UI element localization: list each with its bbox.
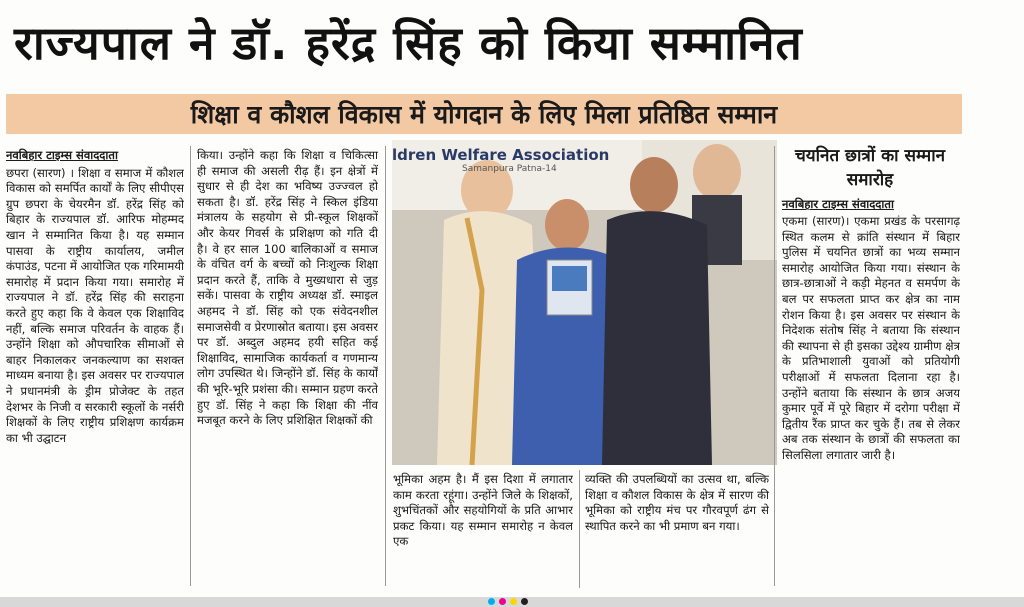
subheadline: शिक्षा व कौशल विकास में योगदान के लिए मिला प्रतिष्ठित सम्मान [190,100,778,129]
banner-subtext: Samanpura Patna-14 [462,164,557,174]
side-story-text: एकमा (सारण)। एकमा प्रखंड के परसागढ़ स्थित कलम से क्रांति संस्थान में बिहार पुलिस में चयनित छात्रों का भव्य सम्मान समारोह आयोजित किया गया। संस्थान के छात्र-छात्राओं ने कड़ी मेहनत व समर्पण के बल पर सफलता प्राप्त कर क्षेत्र का नाम रोशन किया है। इस अवसर पर संस्थान के निदेशक संतोष सिंह ने बताया कि संस्थान की स्थापना से ही इसका उद्देश्य ग्रामीण क्षेत्र के प्रतिभाशाली युवाओं को प्रतियोगी परीक्षाओं में सफलता दिलाना रहा है। उन्होंने बताया कि संस्थान के छात्र अजय कुमार पूर्वे में पूरे बिहार में दरोगा परीक्षा में द्वितीय रैंक प्राप्त कर चुके हैं। तब से लेकर अब तक संस्थान के छात्रों की सफलता का सिलसिला लगातार जारी है। [782,214,960,462]
cyan-dot [488,598,495,605]
headline: राज्यपाल ने डॉ. हरेंद्र सिंह को किया सम्मानित [14,16,803,70]
magenta-dot [499,598,506,605]
award-photo [392,140,777,465]
main-story-text-1: छपरा (सारण) । शिक्षा व समाज में कौशल विकास को समर्पित कार्यों के लिए सीपीएस ग्रुप छपरा के चेयरमैन डॉ. हरेंद्र सिंह को बिहार के राज्यपाल डॉ. आरिफ मोहम्मद खान ने सम्मानित किया है। यह सम्मान पासवा के राष्ट्रीय कार्यालय, जमील कंपाउंड, पटना में आयोजित एक गरिमामयी समारोह में प्रदान किया गया। समारोह में राज्यपाल ने डॉ. हरेंद्र सिंह की सराहना करते हुए कहा कि वे केवल एक शिक्षाविद नहीं, बल्कि समाज परिवर्तन के वाहक हैं। उन्होंने शिक्षा को औपचारिक सीमाओं से बाहर निकालकर जनकल्याण का सशक्त माध्यम बनाया है। इस अवसर पर राज्यपाल ने प्रधानमंत्री के ड्रीम प्रोजेक्ट के तहत देशभर के निजी व सरकारी स्कूलों के नर्सरी शिक्षकों के लिए राष्ट्रीय प्रशिक्षण कार्यक्रम का भी उद्घाटन [6,165,184,445]
registration-marks [488,598,528,605]
side-story-column [782,214,960,586]
column-divider [774,146,775,586]
award-photo-illustration [392,140,777,465]
side-story-headline: चयनित छात्रों का सम्मान समारोह [794,146,946,190]
side-story-byline: नवबिहार टाइम्स संवाददाता [782,197,894,211]
main-story-column-3 [393,472,573,586]
main-story-text-4: व्यक्ति की उपलब्धियों का उत्सव था, बल्कि शिक्षा व कौशल विकास के क्षेत्र में सारण की भूमिका को राष्ट्रीय मंच पर गौरवपूर्ण ढंग से स्थापित करने का भी प्रमाण बन गया। [585,472,769,533]
black-dot [521,598,528,605]
column-divider [579,470,580,588]
column-divider [385,146,386,586]
main-story-text-2: किया। उन्होंने कहा कि शिक्षा व चिकित्सा ही समाज की असली रीढ़ हैं। इन क्षेत्रों में सुधार से ही देश का भविष्य उज्ज्वल हो सकता है। डॉ. हरेंद्र सिंह ने स्किल इंडिया मंत्रालय के सहयोग से प्री-स्कूल शिक्षकों और केयर गिवर्स के प्रशिक्षण को गति दी है। वे हर साल 100 बालिकाओं व समाज के वंचित वर्ग के बच्चों को निःशुल्क शिक्षा प्रदान करते हैं, ताकि वे मुख्यधारा से जुड़ सकें। पासवा के राष्ट्रीय अध्यक्ष डॉ. स्माइल अहमद ने डॉ. सिंह को एक संवेदनशील समाजसेवी व प्रेरणास्रोत बताया। इस अवसर पर डॉ. अब्दुल अहमद हयी सहित कई शिक्षाविद, सामाजिक कार्यकर्ता व गणमान्य लोग उपस्थित थे। जिन्होंने डॉ. सिंह के कार्यों की भूरि-भूरि प्रशंसा की। सम्मान ग्रहण करते हुए डॉ. सिंह ने कहा कि शिक्षा की नींव मजबूत करने के लिए प्रशिक्षित शिक्षकों की [197,148,378,428]
main-story-column-2 [197,148,378,586]
main-story-column-1 [6,148,184,586]
main-story-byline: नवबिहार टाइम्स संवाददाता [6,148,118,162]
main-story-text-3: भूमिका अहम है। मैं इस दिशा में लगातार काम करता रहूंगा। उन्होंने जिले के शिक्षकों, शुभचिंतकों और सहयोगियों के प्रति आभार प्रकट किया। यह सम्मान समारोह न केवल एक [393,472,573,549]
banner-text: ldren Welfare Association [392,146,610,164]
column-divider [190,146,191,586]
yellow-dot [510,598,517,605]
side-story-byline-wrap [782,197,958,214]
main-story-column-4 [585,472,769,586]
subheadline-bar [6,94,962,134]
